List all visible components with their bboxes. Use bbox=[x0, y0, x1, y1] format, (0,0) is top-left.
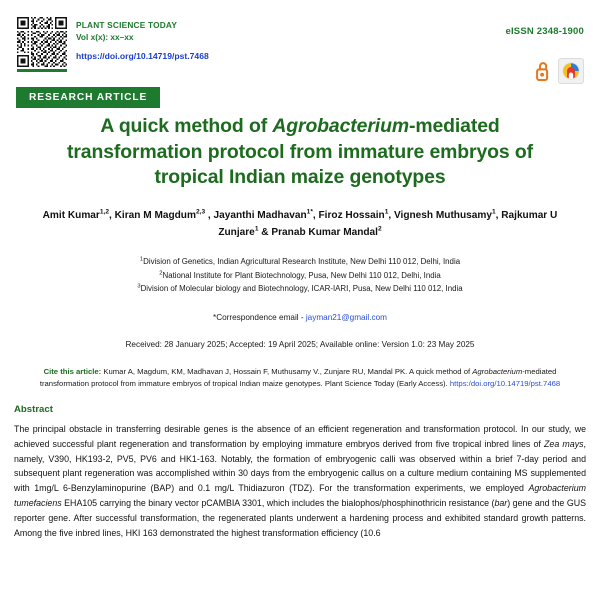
journal-name: PLANT SCIENCE TODAY bbox=[76, 20, 178, 30]
author-name: Rajkumar U Zunjare bbox=[218, 210, 558, 238]
abstract-segment-1: The principal obstacle in transferring desirable genes is the absence of an efficient regeneration and transformation protocol. In our study, we achieved successful plant regeneration and transformation by employing immature embryos derived from five tropical inbred lines of bbox=[14, 423, 586, 449]
header-badge-icons bbox=[536, 58, 584, 84]
correspondence-line bbox=[0, 313, 600, 322]
abstract-italic-bar-gene: bar bbox=[494, 498, 508, 509]
author-name: Firoz Hossain bbox=[318, 210, 385, 222]
correspondence-label: *Correspondence email - bbox=[213, 313, 306, 323]
abstract-segment-2: , namely, V390, HK193-2, PV5, PV6 and HK1-163. Notably, the formation of embryogenic calli was observed within a brief 7-day period and subsequent plant regeneration was accomplished within 30 days from the embryogenic callus on a culture medium containing MS supplemented with 1mg/L 6-Benzylaminopurine (BAP) and 0.1 mg/L Thidiazuron (TDZ). For the transformation experiments, we employed bbox=[14, 438, 587, 494]
citation-block bbox=[28, 366, 572, 391]
abstract-italic-agrobacterium: Agrobacterium tumefaciens bbox=[14, 483, 586, 509]
citation-doi-link[interactable]: https:/doi.org/10.14719/pst.7468 bbox=[449, 379, 561, 389]
title-italic-genus: Agrobacterium bbox=[272, 115, 409, 137]
page-header bbox=[0, 0, 600, 112]
author-item bbox=[115, 210, 214, 221]
author-item bbox=[271, 227, 381, 238]
author-name: Pranab Kumar Mandal bbox=[271, 226, 378, 238]
cite-this-article-label: Cite this article: bbox=[43, 367, 102, 377]
affiliation-item bbox=[40, 269, 560, 283]
research-article-badge: RESEARCH ARTICLE bbox=[16, 87, 160, 108]
eissn-label: eISSN 2348-1900 bbox=[505, 26, 584, 37]
author-name: Jayanthi Madhavan bbox=[213, 210, 307, 222]
publication-dates: Received: 28 January 2025; Accepted: 19 April 2025; Available online: Version 1.0: 23 May 2025 bbox=[125, 340, 475, 350]
page-title bbox=[30, 114, 570, 191]
affiliation-item bbox=[40, 282, 560, 296]
author-item bbox=[319, 210, 394, 221]
author-affiliation-marker: 1 bbox=[384, 208, 389, 216]
affiliation-text: Division of Genetics, Indian Agricultural Research Institute, New Delhi 110 012, Delhi, India bbox=[143, 257, 461, 267]
author-separator: , bbox=[205, 210, 214, 222]
title-segment-1: A quick method of bbox=[100, 115, 273, 137]
author-list bbox=[42, 208, 558, 241]
journal-meta bbox=[76, 19, 209, 66]
author-item bbox=[214, 210, 319, 221]
author-affiliation-marker: 1 bbox=[254, 225, 259, 233]
affiliation-marker: 1 bbox=[139, 256, 144, 263]
affiliation-item bbox=[40, 255, 560, 269]
open-access-lock-icon[interactable] bbox=[536, 61, 551, 82]
author-separator: , bbox=[495, 210, 502, 222]
author-affiliation-marker: 2 bbox=[377, 225, 382, 233]
abstract-italic-zea-mays: Zea mays bbox=[544, 438, 584, 449]
correspondence-email-link[interactable]: jayman21@gmail.com bbox=[305, 313, 387, 323]
affiliation-marker: 3 bbox=[137, 283, 141, 290]
title-segment-2: -mediated transformation protocol from immature embryos of tropical Indian maize genotypes bbox=[66, 115, 534, 189]
affiliation-list bbox=[40, 255, 560, 296]
author-affiliation-marker: 1,2 bbox=[99, 208, 110, 216]
author-separator: , bbox=[109, 210, 115, 222]
journal-volume: Vol x(x): xx–xx bbox=[76, 32, 134, 43]
qr-code-icon bbox=[17, 17, 67, 67]
author-separator: , bbox=[388, 210, 394, 222]
author-affiliation-marker: 2,3 bbox=[195, 208, 206, 216]
journal-logo-box[interactable] bbox=[558, 58, 584, 84]
author-item bbox=[394, 210, 501, 221]
affiliation-text: National Institute for Plant Biotechnology, Pusa, New Delhi 110 012, Delhi, India bbox=[162, 270, 441, 280]
author-name: Kiran M Magdum bbox=[114, 210, 196, 222]
author-item bbox=[43, 210, 115, 221]
journal-logo-icon bbox=[562, 62, 580, 80]
author-affiliation-marker: 1 bbox=[491, 208, 496, 216]
author-separator: , bbox=[312, 210, 319, 222]
abstract-segment-4: ) gene and the GUS reporter gene. After successful transformation, the regenerated plants underwent a hardening process and exhibited standard growth patterns. Among the five inbred lines, HKI 163 demonstrated the highest transformation efficiency (10.6 bbox=[14, 498, 586, 538]
abstract-segment-3: EHA105 carrying the binary vector pCAMBIA 3301, which includes the bialophos/phosphinothricin resistance ( bbox=[61, 498, 495, 509]
citation-text-2: -mediated transformation protocol from immature embryos of tropical Indian maize genotypes. Plant Science Today (Early Access). bbox=[39, 367, 557, 389]
author-name: Vignesh Muthusamy bbox=[393, 210, 492, 222]
author-separator: & bbox=[258, 226, 272, 238]
affiliation-text: Division of Molecular biology and Biotechnology, ICAR-IARI, Pusa, New Delhi 110 012, India bbox=[140, 284, 463, 294]
abstract-body bbox=[14, 422, 586, 541]
citation-italic-genus: Agrobacterium bbox=[472, 367, 523, 377]
author-affiliation-marker: 1* bbox=[306, 208, 313, 216]
qr-code-block bbox=[17, 17, 67, 72]
citation-text-1: Kumar A, Magdum, KM, Madhavan J, Hossain F, Muthusamy V., Zunjare RU, Mandal PK. A quick method of bbox=[101, 367, 473, 377]
qr-underline bbox=[17, 69, 67, 72]
author-name: Amit Kumar bbox=[42, 210, 100, 222]
abstract-heading: Abstract bbox=[14, 403, 53, 415]
journal-doi-link[interactable]: https://doi.org/10.14719/pst.7468 bbox=[76, 51, 209, 62]
affiliation-marker: 2 bbox=[159, 270, 163, 277]
